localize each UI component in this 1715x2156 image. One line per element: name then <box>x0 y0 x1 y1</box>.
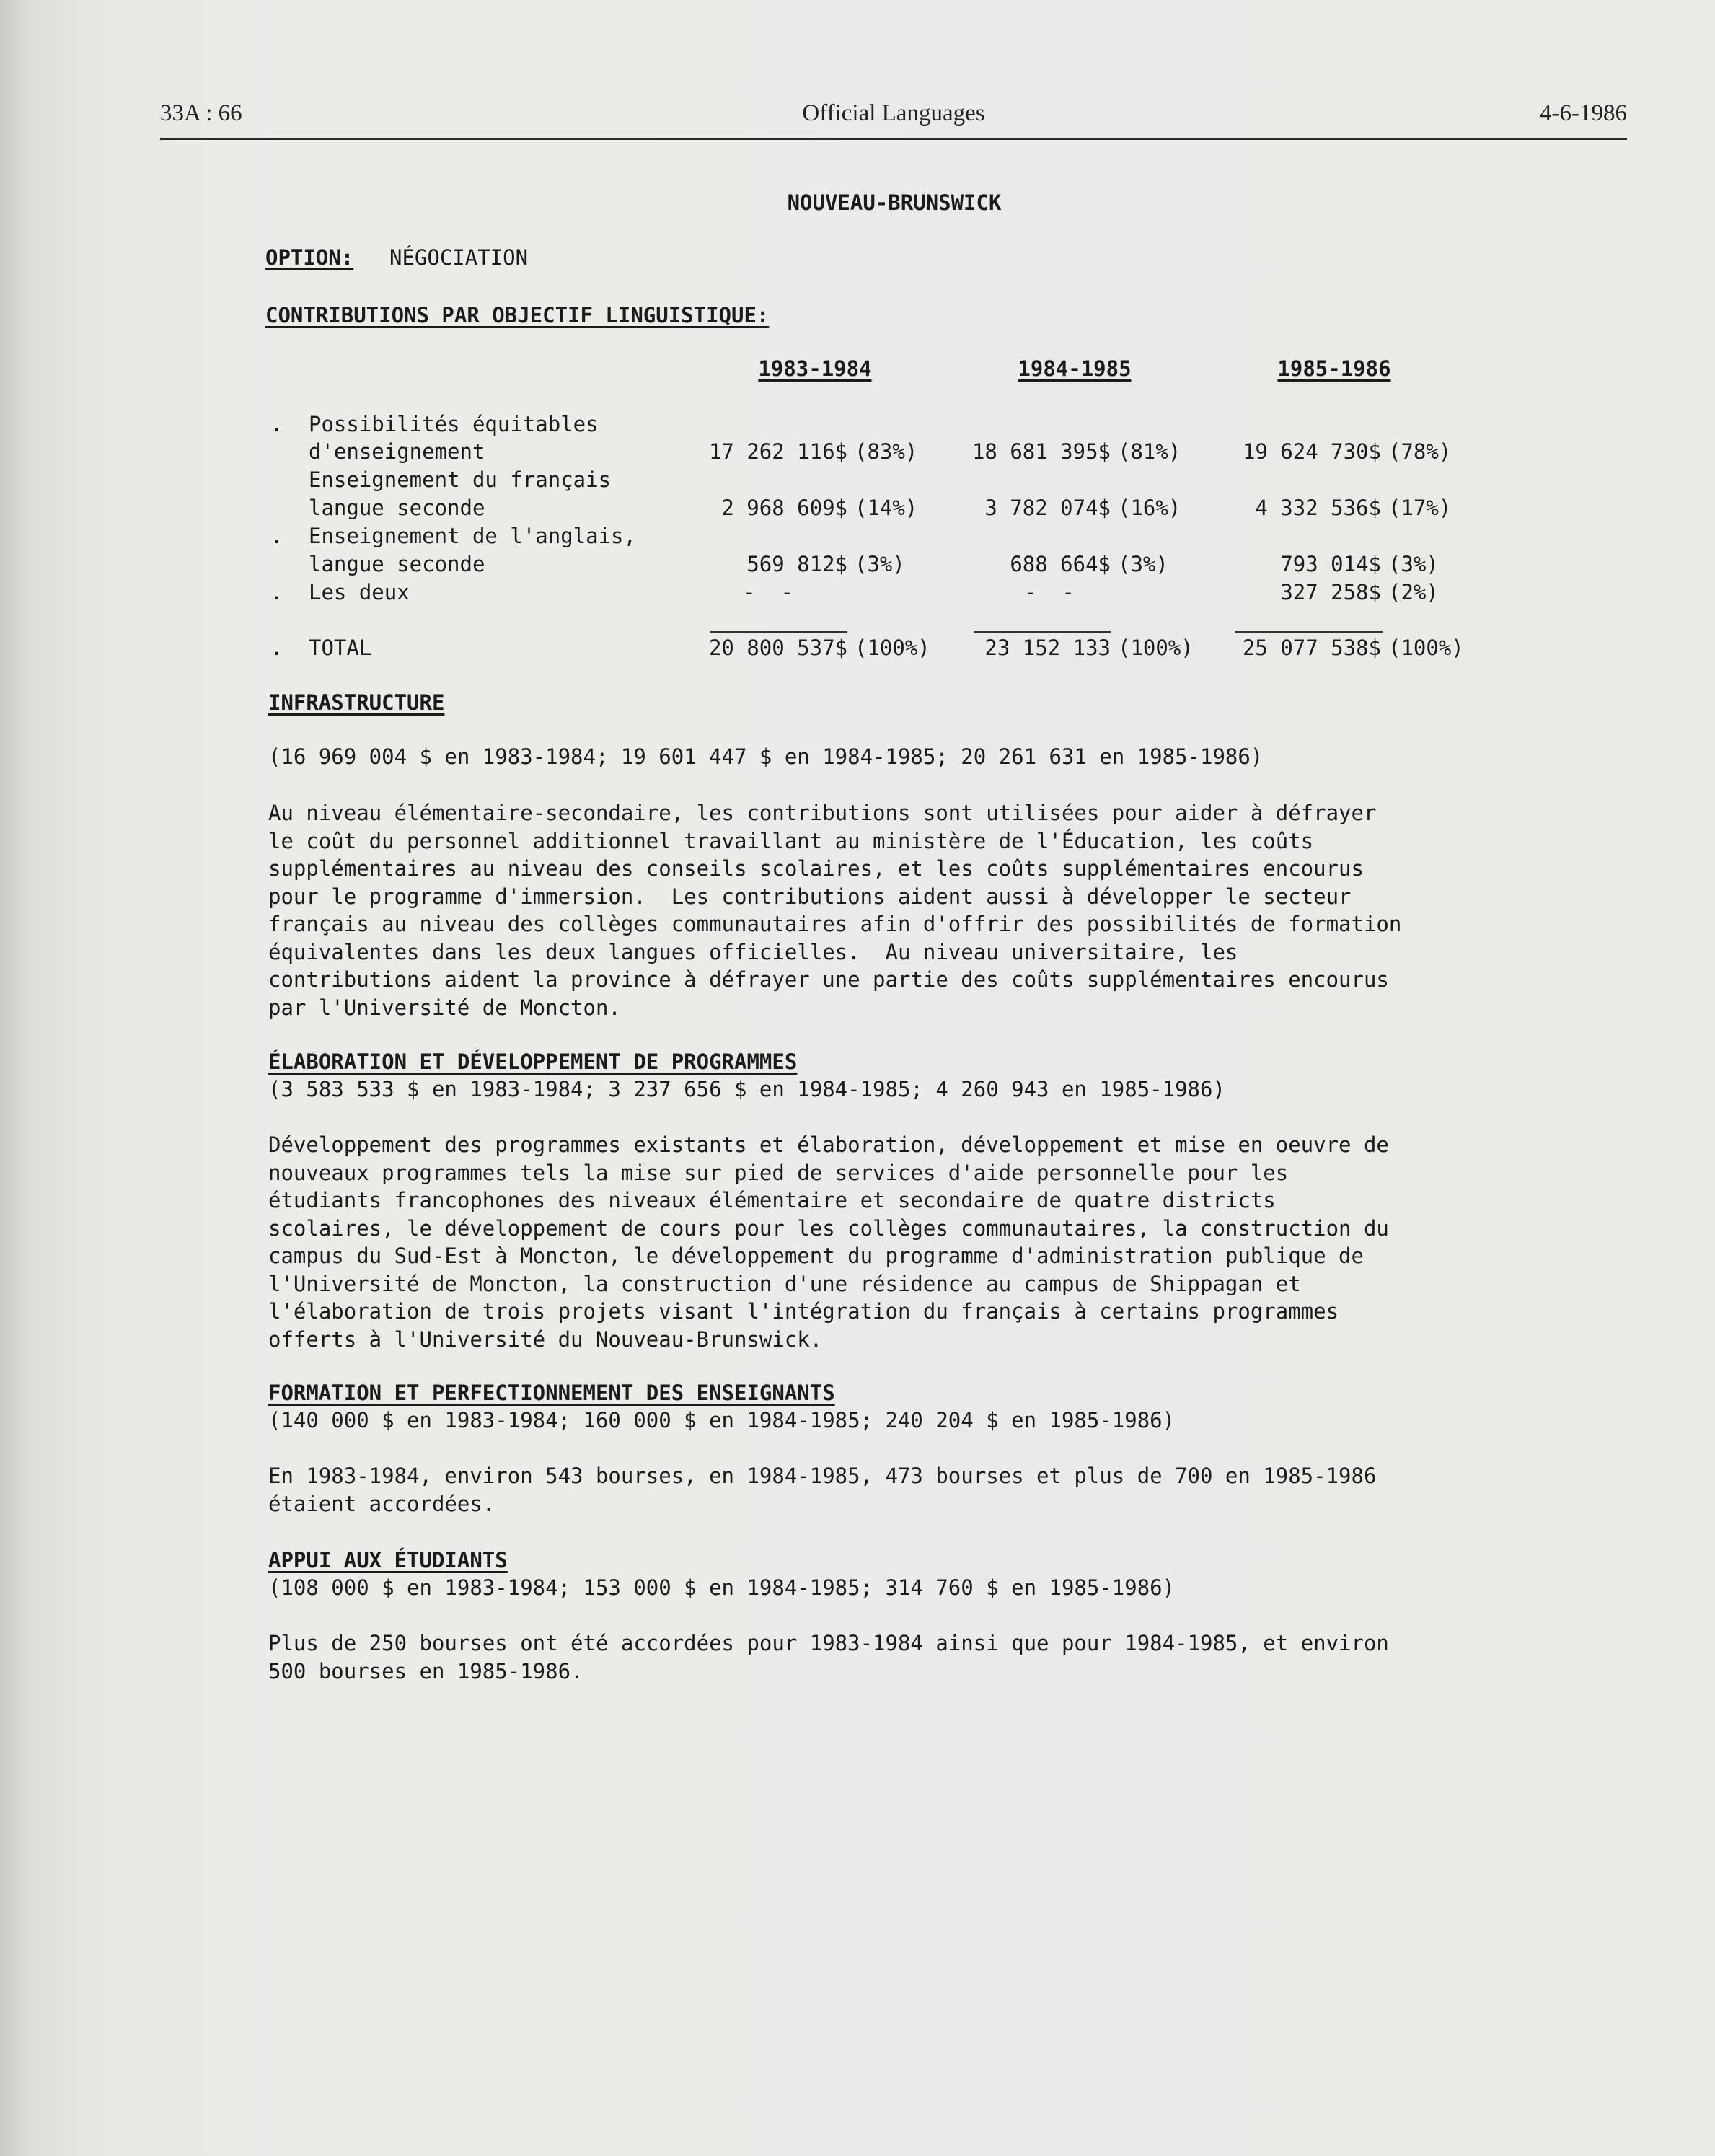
column-header-year: 1985-1986 <box>1277 356 1391 381</box>
cell-percent: (14%) <box>855 496 918 520</box>
total-amount: 23 152 133 <box>984 635 1111 660</box>
row-label-continued: d'enseignement <box>309 439 485 464</box>
total-amount: 20 800 537$ <box>708 635 847 660</box>
row-label: Les deux <box>309 580 410 604</box>
body-line: En 1983-1984, environ 543 bourses, en 1984-1985, 473 bourses et plus de 700 en 1985-1986 <box>268 1464 1377 1488</box>
cell-percent: (3%) <box>1388 552 1439 576</box>
column-header-year: 1984-1985 <box>1018 356 1132 381</box>
body-line: offerts à l'Université du Nouveau-Brunswick. <box>268 1326 823 1352</box>
body-line: étaient accordées. <box>268 1491 495 1516</box>
cell-amount: 18 681 395$ <box>971 439 1111 464</box>
body-line: l'Université de Moncton, la construction d'une résidence au campus de Shippagan et <box>268 1271 1301 1296</box>
row-label: Enseignement du français <box>309 467 612 492</box>
section-heading-appui: APPUI AUX ÉTUDIANTS <box>268 1548 508 1572</box>
cell-amount: 4 332 536$ <box>1255 496 1381 520</box>
body-line: pour le programme d'immersion. Les contributions aident aussi à développer le secteur <box>268 884 1352 909</box>
cell-percent: (78%) <box>1388 439 1452 464</box>
cell-percent: (81%) <box>1118 439 1181 464</box>
cell-percent: (3%) <box>855 552 905 576</box>
row-bullet: . <box>270 635 283 660</box>
cell-percent: (16%) <box>1118 496 1181 520</box>
total-rule <box>1235 631 1383 633</box>
option-label: OPTION: <box>265 245 354 270</box>
section-body-infrastructure <box>268 799 1494 1021</box>
body-line: nouveaux programmes tels la mise sur pied de services d'aide personnelle pour les <box>268 1160 1289 1185</box>
body-line: Au niveau élémentaire-secondaire, les contributions sont utilisées pour aider à défrayer <box>268 801 1377 825</box>
cell-percent: (17%) <box>1388 496 1452 520</box>
body-line: équivalentes dans les deux langues officielles. Au niveau universitaire, les <box>268 939 1238 964</box>
section-heading-elaboration: ÉLABORATION ET DÉVELOPPEMENT DE PROGRAMMES <box>268 1050 798 1074</box>
cell-amount: 327 258$ <box>1280 580 1381 604</box>
row-label-continued: langue seconde <box>309 552 485 576</box>
cell-amount: 17 262 116$ <box>708 439 847 464</box>
total-percent: (100%) <box>1118 635 1194 660</box>
row-label-continued: langue seconde <box>309 496 485 520</box>
row-bullet: . <box>270 524 283 548</box>
body-line: par l'Université de Moncton. <box>268 995 621 1020</box>
column-header-year: 1983-1984 <box>758 356 872 381</box>
cell-amount: - - <box>743 580 793 604</box>
body-line: Plus de 250 bourses ont été accordées pour 1983-1984 ainsi que pour 1984-1985, et environ <box>268 1631 1389 1655</box>
option-value: NÉGOCIATION <box>389 245 529 270</box>
section-heading-infrastructure: INFRASTRUCTURE <box>268 690 445 715</box>
cell-percent: (2%) <box>1388 580 1439 604</box>
section-body-formation <box>268 1462 1494 1518</box>
body-line: étudiants francophones des niveaux élémentaire et secondaire de quatre districts <box>268 1188 1276 1213</box>
cell-amount: - - <box>1024 580 1075 604</box>
running-header <box>160 97 1627 140</box>
header-page-number: 33A : 66 <box>160 100 242 126</box>
total-amount: 25 077 538$ <box>1242 635 1381 660</box>
section-heading-formation: FORMATION ET PERFECTIONNEMENT DES ENSEIGNANTS <box>268 1381 835 1405</box>
row-label: Possibilités équitables <box>309 412 599 436</box>
section-body-appui <box>268 1629 1494 1685</box>
cell-percent: (3%) <box>1118 552 1168 576</box>
cell-amount: 3 782 074$ <box>984 496 1111 520</box>
section-amounts-infrastructure: (16 969 004 $ en 1983-1984; 19 601 447 $ en 1984-1985; 20 261 631 en 1985-1986) <box>268 744 1264 769</box>
section-amounts-formation: (140 000 $ en 1983-1984; 160 000 $ en 1984-1985; 240 204 $ en 1985-1986) <box>268 1408 1176 1433</box>
row-label: Enseignement de l'anglais, <box>309 524 636 548</box>
cell-amount: 688 664$ <box>1010 552 1111 576</box>
body-line: l'élaboration de trois projets visant l'intégration du français à certains programmes <box>268 1299 1339 1324</box>
cell-amount: 793 014$ <box>1280 552 1381 576</box>
cell-amount: 569 812$ <box>746 552 847 576</box>
row-bullet: . <box>270 412 283 436</box>
body-line: 500 bourses en 1985-1986. <box>268 1658 583 1684</box>
contributions-heading: CONTRIBUTIONS PAR OBJECTIF LINGUISTIQUE: <box>265 303 770 327</box>
total-label: TOTAL <box>309 635 372 660</box>
cell-amount: 19 624 730$ <box>1242 439 1381 464</box>
cell-amount: 2 968 609$ <box>721 496 847 520</box>
body-line: contributions aident la province à défrayer une partie des coûts supplémentaires encourus <box>268 967 1389 992</box>
header-publication-title: Official Languages <box>802 100 985 126</box>
body-line: scolaires, le développement de cours pour les collèges communautaires, la construction du <box>268 1215 1389 1241</box>
total-percent: (100%) <box>1388 635 1464 660</box>
body-line: supplémentaires au niveau des conseils scolaires, et les coûts supplémentaires encourus <box>268 856 1364 881</box>
body-line: le coût du personnel additionnel travaillant au ministère de l'Éducation, les coûts <box>268 828 1314 853</box>
row-bullet: . <box>270 580 283 604</box>
section-amounts-elaboration: (3 583 533 $ en 1983-1984; 3 237 656 $ en 1984-1985; 4 260 943 en 1985-1986) <box>268 1077 1225 1101</box>
total-rule <box>974 631 1111 633</box>
body-line: Développement des programmes existants et élaboration, développement et mise en oeuvre de <box>268 1132 1389 1157</box>
document-title: NOUVEAU-BRUNSWICK <box>787 190 1002 215</box>
total-rule <box>710 631 847 633</box>
section-amounts-appui: (108 000 $ en 1983-1984; 153 000 $ en 1984-1985; 314 760 $ en 1985-1986) <box>268 1575 1176 1600</box>
body-line: français au niveau des collèges communautaires afin d'offrir des possibilités de formation <box>268 912 1402 936</box>
total-percent: (100%) <box>855 635 930 660</box>
header-date: 4-6-1986 <box>1540 100 1627 126</box>
cell-percent: (83%) <box>855 439 918 464</box>
body-line: campus du Sud-Est à Moncton, le développement du programme d'administration publique de <box>268 1244 1364 1268</box>
section-body-elaboration <box>268 1131 1494 1353</box>
